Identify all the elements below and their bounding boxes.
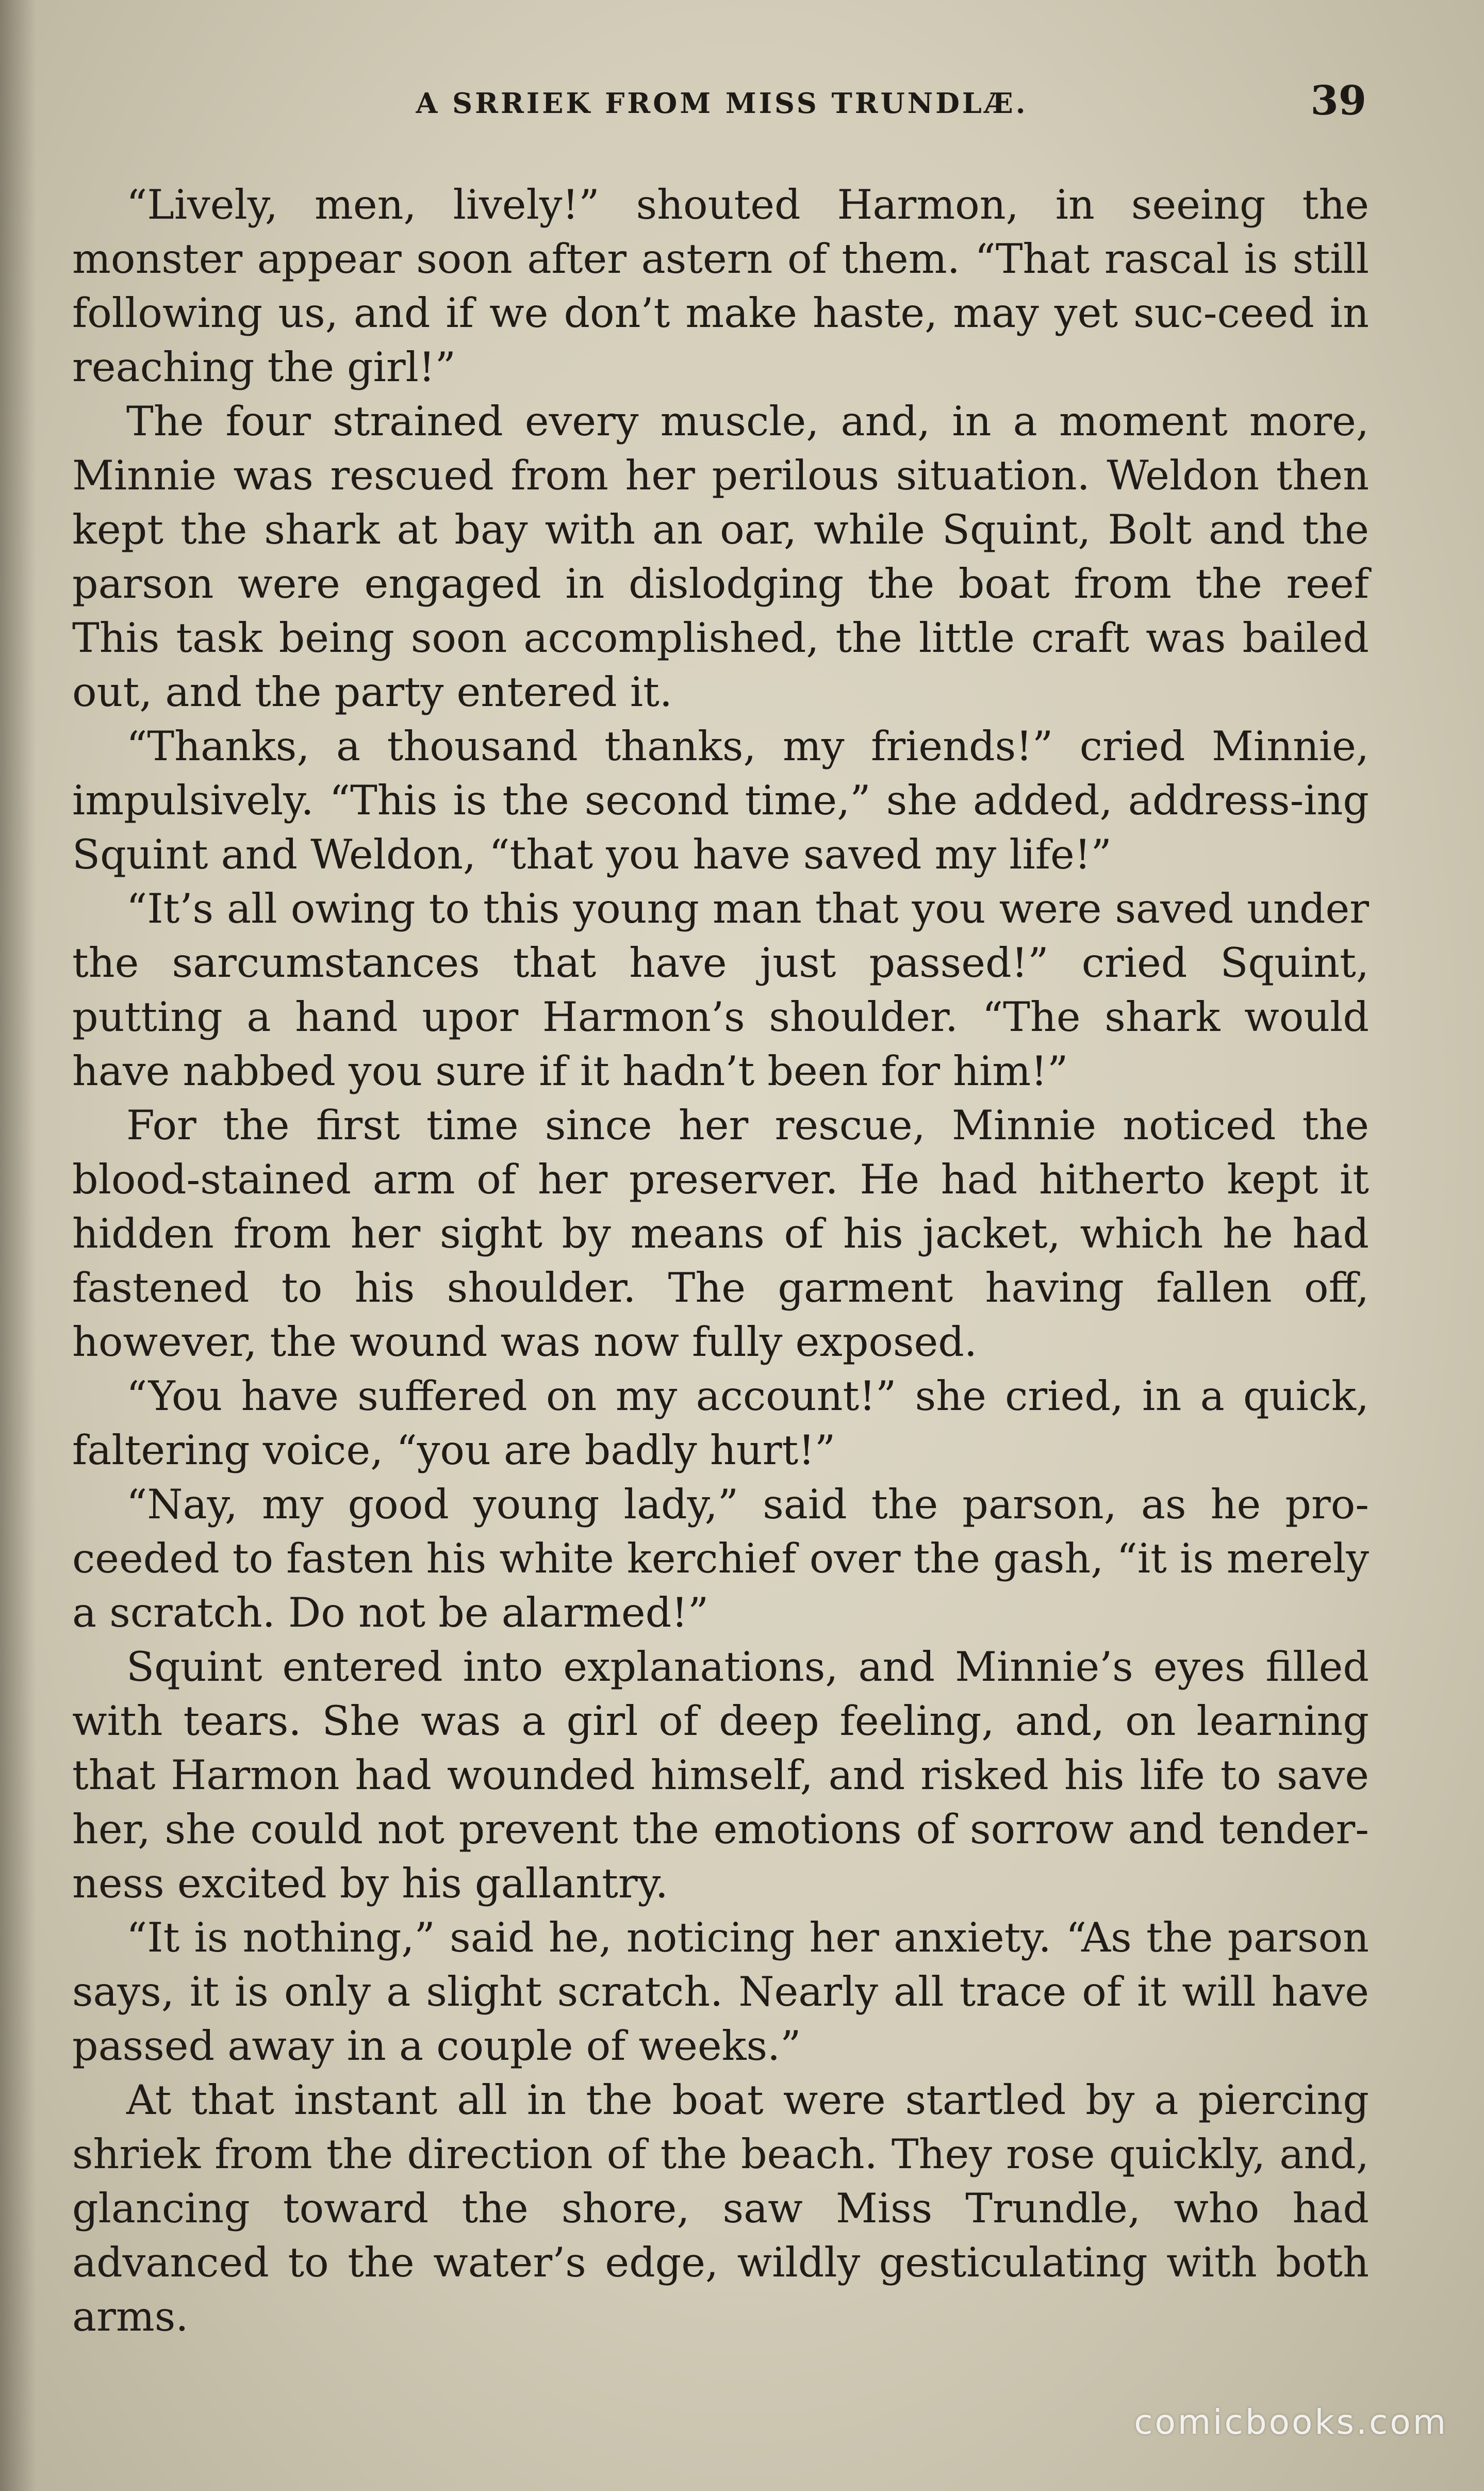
paragraph: “You have suffered on my account!” she cried, in a quick, faltering voice, “you are badly hurt!” xyxy=(72,1372,1369,1474)
spine-shadow xyxy=(0,0,36,2491)
paragraph: “Thanks, a thousand thanks, my friends!” cried Minnie, impulsively. “This is the second time,” she added, address-ing Squint and Weldon, “that you have saved my life!” xyxy=(72,723,1369,878)
paragraph: “It is nothing,” said he, noticing her anxiety. “As the parson says, it is only a slight scratch. Nearly all trace of it will have passed away in a couple of weeks.” xyxy=(72,1914,1369,2070)
watermark: comicbooks.com xyxy=(1134,2402,1448,2442)
running-title: A SRRIEK FROM MISS TRUNDLÆ. xyxy=(416,87,1028,120)
paragraph: For the first time since her rescue, Minnie noticed the blood-stained arm of her preserver. He had hitherto kept it hidden from her sight by means of his jacket, which he had fastened to his shoulder. The garment having fallen off, however, the wound was now fully exposed. xyxy=(72,1102,1369,1366)
paragraph: “Nay, my good young lady,” said the parson, as he pro-ceeded to fasten his white kerchief over the gash, “it is merely a scratch. Do not be alarmed!” xyxy=(72,1481,1369,1636)
paragraph: At that instant all in the boat were startled by a piercing shriek from the direction of the beach. They rose quickly, and, glancing toward the shore, saw Miss Trundle, who had advanced to the water’s edge, wildly gesticulating with both arms. xyxy=(72,2076,1369,2340)
paragraph: “It’s all owing to this young man that you were saved under the sarcumstances that have just passed!” cried Squint, putting a hand upor Harmon’s shoulder. “The shark would have nabbed you sure if it hadn’t been for him!” xyxy=(72,885,1369,1095)
paragraph: “Lively, men, lively!” shouted Harmon, in seeing the monster appear soon after astern of them. “That rascal is still following us, and if we don’t make haste, may yet suc-ceed in reaching the girl!” xyxy=(72,181,1369,391)
paragraph: Squint entered into explanations, and Minnie’s eyes filled with tears. She was a girl of deep feeling, and, on learning that Harmon had wounded himself, and risked his life to save her, she could not prevent the emotions of sorrow and tender-ness excited by his gallantry. xyxy=(72,1643,1369,1907)
page-number: 39 xyxy=(1310,77,1366,124)
paragraph: The four strained every muscle, and, in a moment more, Minnie was rescued from her perilous situation. Weldon then kept the shark at bay with an oar, while Squint, Bolt and the parson were engaged in dislodging the boat from the reef This task being soon accomplished, the little craft was bailed out, and the party entered it. xyxy=(72,398,1369,716)
body-text xyxy=(72,178,1369,2344)
page-header xyxy=(77,77,1366,139)
